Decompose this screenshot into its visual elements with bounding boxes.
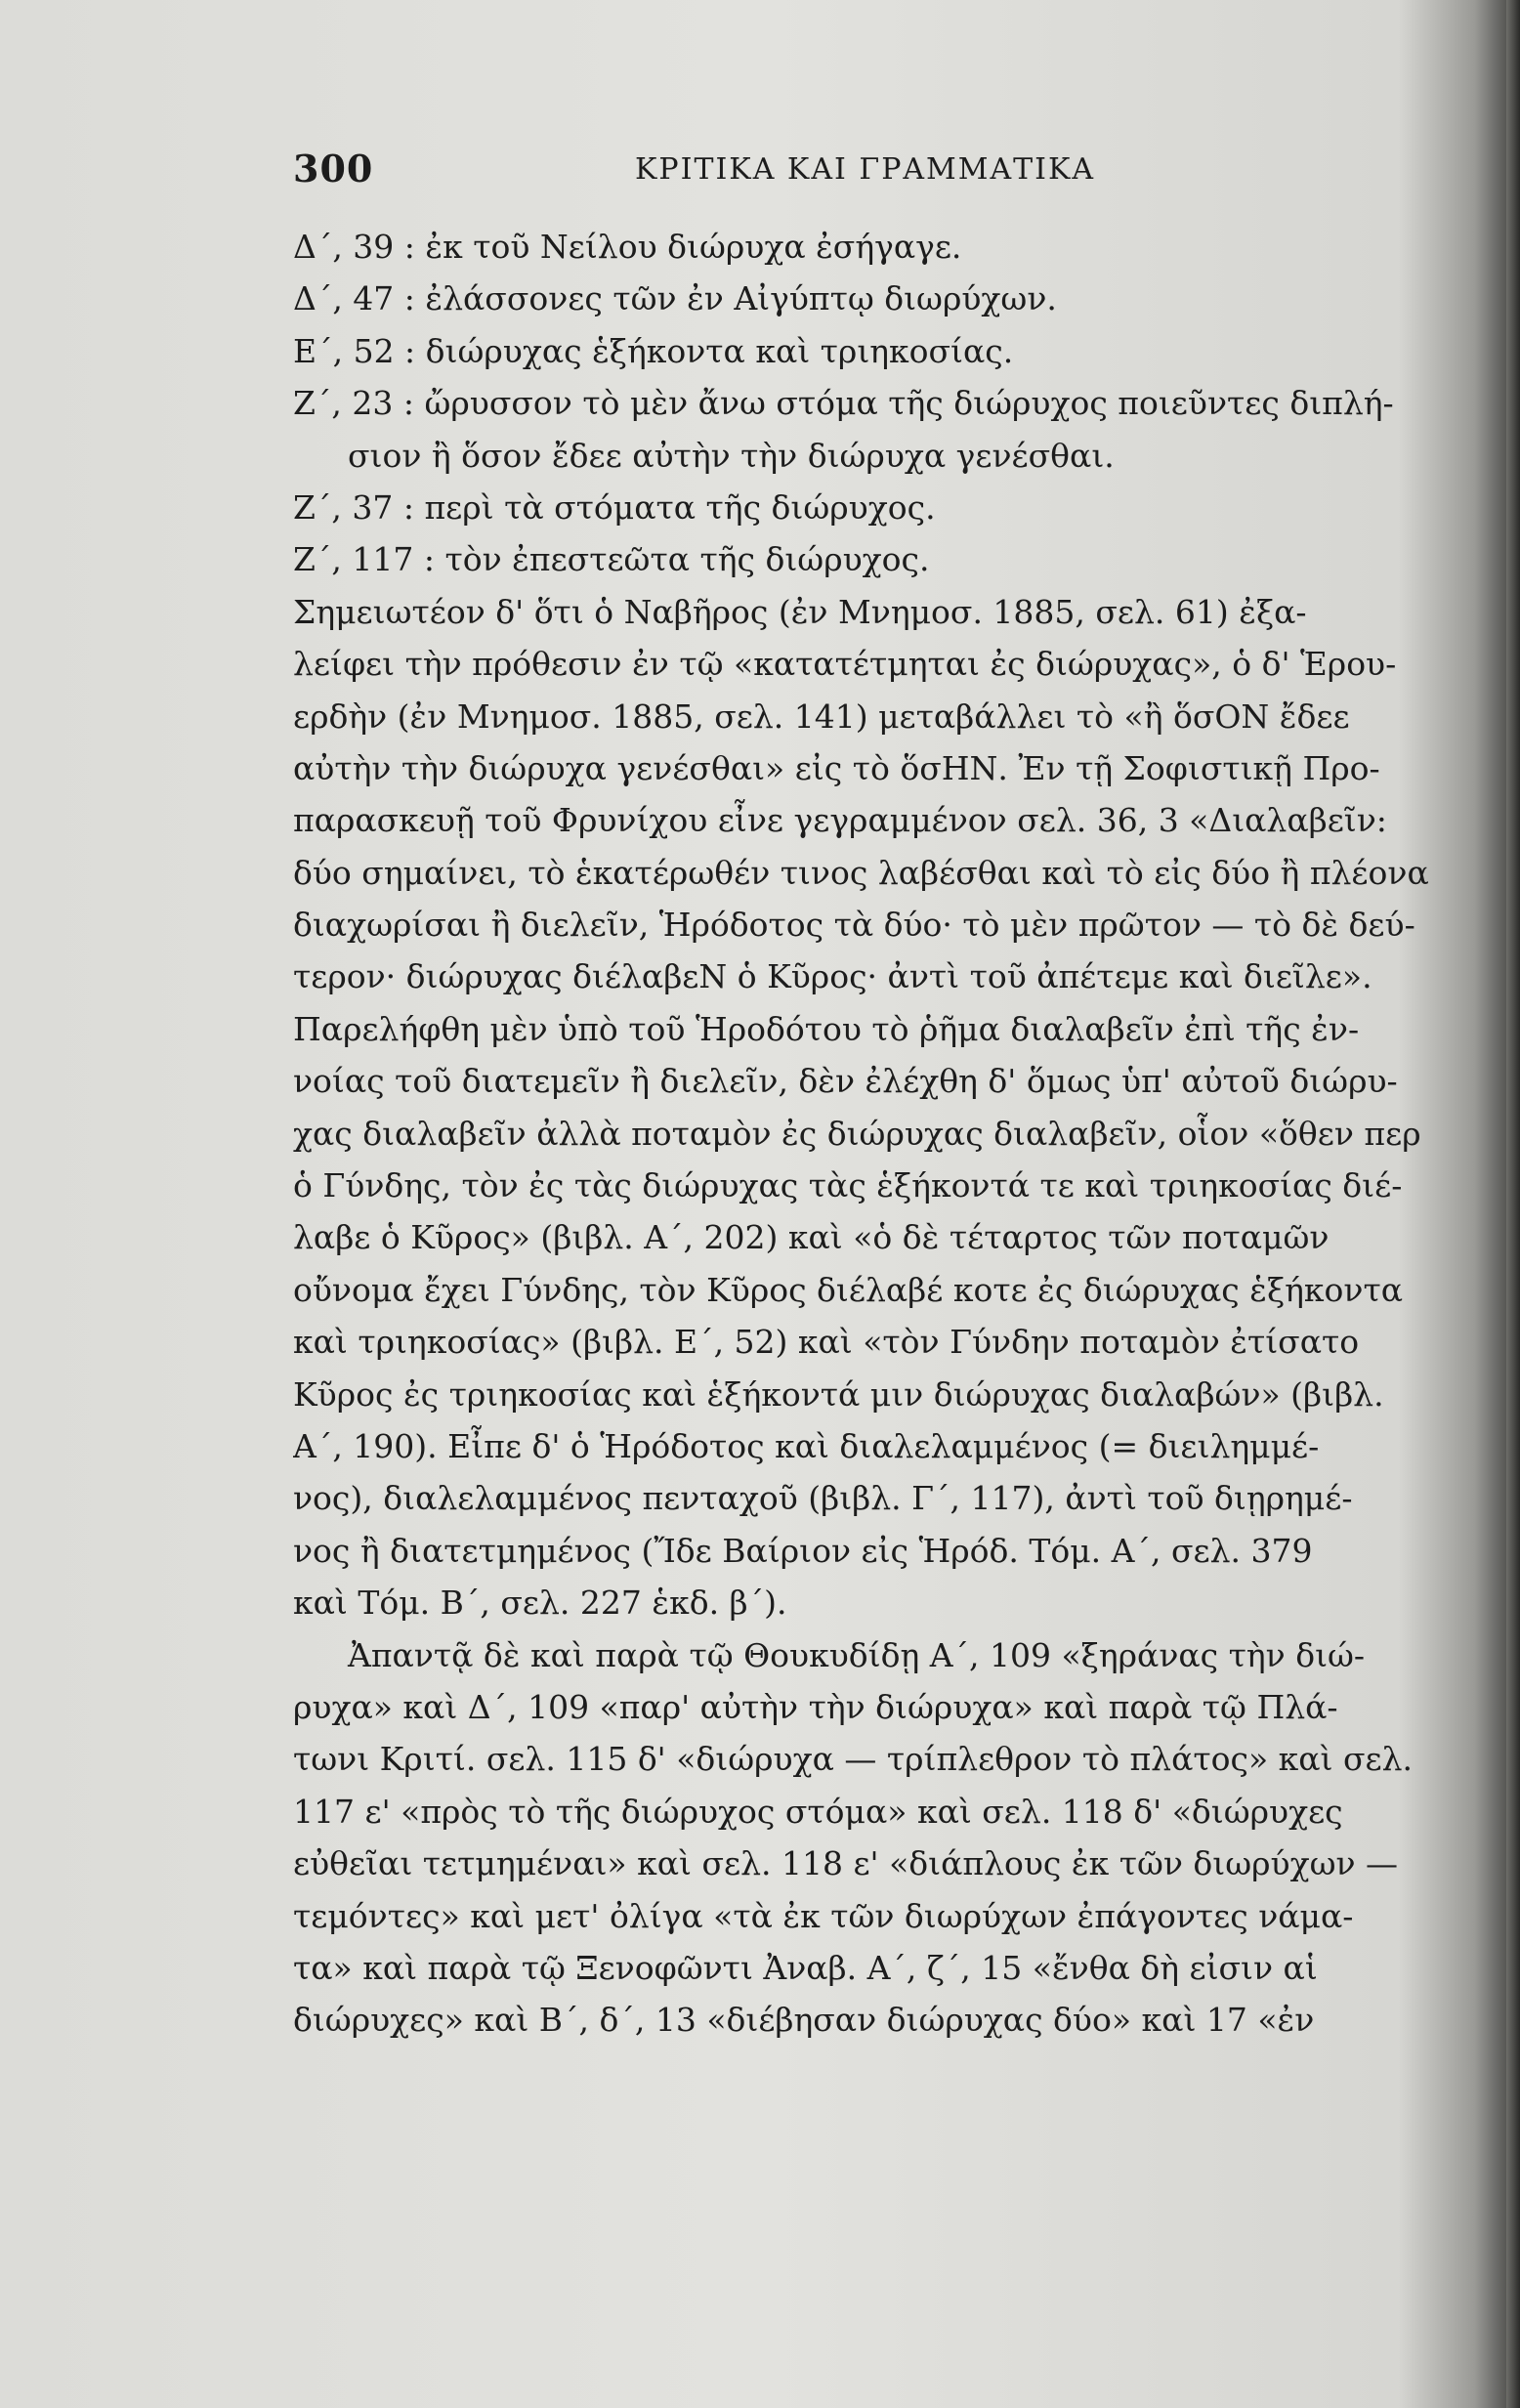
text-line: λαβε ὁ Κῦρος» (βιβλ. Α΄, 202) καὶ «ὁ δὲ τέταρτος τῶν ποταμῶν (293, 1218, 1330, 1257)
text-line: τωνι Κριτί. σελ. 115 δ' «διώρυχα — τρίπλεθρον τὸ πλάτος» καὶ σελ. (293, 1740, 1414, 1779)
page-header (293, 147, 1270, 195)
text-line: τα» καὶ παρὰ τῷ Ξενοφῶντι Ἀναβ. Α΄, ζ΄, 15 «ἔνθα δὴ εἰσιν αἱ (293, 1948, 1318, 1987)
text-line: Δ΄, 39 : ἐκ τοῦ Νείλου διώρυχα ἐσήγαγε. (293, 228, 962, 266)
text-line: τερον· διώρυχας διέλαβεΝ ὁ Κῦρος· ἀντὶ τοῦ ἀπέτεμε καὶ διεῖλε». (293, 957, 1372, 996)
page-edge-shadow (1506, 0, 1520, 2408)
text-line: διαχωρίσαι ἢ διελεῖν, Ἡρόδοτος τὰ δύο· τὸ μὲν πρῶτον — τὸ δὲ δεύ- (293, 906, 1415, 945)
text-line: νος), διαλελαμμένος πενταχοῦ (βιβλ. Γ΄, 117), ἀντὶ τοῦ διῃρημέ- (293, 1479, 1353, 1518)
text-line: λείφει τὴν πρόθεσιν ἐν τῷ «κατατέτμηται ἐς διώρυχας», ὁ δ' Ἑρου- (293, 645, 1397, 684)
text-line: Ε΄, 52 : διώρυχας ἑξήκοντα καὶ τριηκοσίας. (293, 331, 1014, 370)
text-line: καὶ Τόμ. Β΄, σελ. 227 ἑκδ. β΄). (293, 1584, 787, 1623)
text-line: ρυχα» καὶ Δ΄, 109 «παρ' αὐτὴν τὴν διώρυχα» καὶ παρὰ τῷ Πλά- (293, 1687, 1338, 1726)
text-line: αὐτὴν τὴν διώρυχα γενέσθαι» εἰς τὸ ὅσΗΝ. Ἐν τῇ Σοφιστικῇ Προ- (293, 748, 1380, 787)
text-line: δύο σημαίνει, τὸ ἑκατέρωθέν τινος λαβέσθαι καὶ τὸ εἰς δύο ἢ πλέονα (293, 853, 1429, 892)
text-line: χας διαλαβεῖν ἀλλὰ ποταμὸν ἐς διώρυχας διαλαβεῖν, οἷον «ὅθεν περ (293, 1114, 1421, 1153)
text-line: Α΄, 190). Εἶπε δ' ὁ Ἡρόδοτος καὶ διαλελαμμένος (= διειλημμέ- (293, 1426, 1320, 1465)
text-line: Ζ΄, 117 : τὸν ἐπεστεῶτα τῆς διώρυχος. (293, 540, 930, 579)
body-text (293, 221, 1436, 2047)
page-number: 300 (293, 147, 374, 190)
text-line: εὐθεῖαι τετμημέναι» καὶ σελ. 118 ε' «διάπλους ἐκ τῶν διωρύχων — (293, 1844, 1399, 1883)
text-line: ὁ Γύνδης, τὸν ἐς τὰς διώρυχας τὰς ἑξήκοντά τε καὶ τριηκοσίας διέ- (293, 1166, 1403, 1205)
text-line: παρασκευῇ τοῦ Φρυνίχου εἶνε γεγραμμένον σελ. 36, 3 «Διαλαβεῖν: (293, 801, 1387, 840)
text-line: Κῦρος ἐς τριηκοσίας καὶ ἑξήκοντά μιν διώρυχας διαλαβών» (βιβλ. (293, 1374, 1384, 1414)
text-line: νοίας τοῦ διατεμεῖν ἢ διελεῖν, δὲν ἐλέχθη δ' ὅμως ὑπ' αὐτοῦ διώρυ- (293, 1062, 1398, 1101)
text-line: Σημειωτέον δ' ὅτι ὁ Ναβῆρος (ἐν Μνημοσ. 1885, σελ. 61) ἐξα- (293, 592, 1307, 631)
text-line: Ζ΄, 23 : ὤρυσσον τὸ μὲν ἄνω στόμα τῆς διώρυχος ποιεῦντες διπλή- (293, 384, 1394, 423)
text-line: Δ΄, 47 : ἐλάσσονες τῶν ἐν Αἰγύπτῳ διωρύχων. (293, 279, 1057, 318)
text-line: νος ἢ διατετμημένος (Ἴδε Βαίριον εἰς Ἡρόδ. Τόμ. Α΄, σελ. 379 (293, 1531, 1313, 1570)
text-line: Ἀπαντᾷ δὲ καὶ παρὰ τῷ Θουκυδίδῃ Α΄, 109 «ξηράνας τὴν διώ- (348, 1635, 1366, 1674)
text-line: τεμόντες» καὶ μετ' ὀλίγα «τὰ ἐκ τῶν διωρύχων ἐπάγοντες νάμα- (293, 1896, 1354, 1935)
text-line: σιον ἢ ὅσον ἔδεε αὐτὴν τὴν διώρυχα γενέσθαι. (348, 436, 1115, 475)
text-line: ερδὴν (ἐν Μνημοσ. 1885, σελ. 141) μεταβάλλει τὸ «ἢ ὅσΟΝ ἔδεε (293, 697, 1350, 736)
text-line: καὶ τριηκοσίας» (βιβλ. Ε΄, 52) καὶ «τὸν Γύνδην ποταμὸν ἐτίσατο (293, 1323, 1360, 1362)
text-line: οὔνομα ἔχει Γύνδης, τὸν Κῦρος διέλαβέ κοτε ἐς διώρυχας ἑξήκοντα (293, 1270, 1404, 1309)
text-line: 117 ε' «πρὸς τὸ τῆς διώρυχος στόμα» καὶ σελ. 118 δ' «διώρυχες (293, 1792, 1343, 1831)
text-line: Παρελήφθη μὲν ὑπὸ τοῦ Ἡροδότου τὸ ῥῆμα διαλαβεῖν ἐπὶ τῆς ἐν- (293, 1009, 1360, 1048)
text-line: διώρυχες» καὶ Β΄, δ΄, 13 «διέβησαν διώρυχας δύο» καὶ 17 «ἐν (293, 2001, 1315, 2040)
text-line: Ζ΄, 37 : περὶ τὰ στόματα τῆς διώρυχος. (293, 487, 936, 527)
running-head: ΚΡΙΤΙΚΑ ΚΑΙ ΓΡΑΜΜΑΤΙΚΑ (635, 152, 1096, 187)
